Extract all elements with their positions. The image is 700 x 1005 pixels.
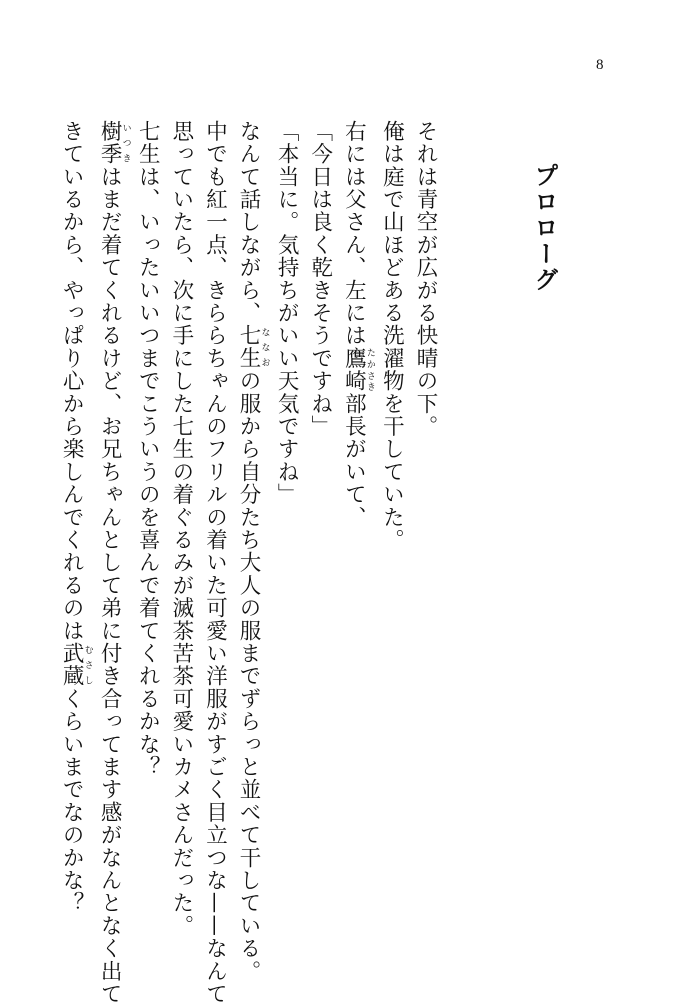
ruby-word: [341, 347, 375, 393]
text-segment: なんて話しながら、: [236, 120, 262, 325]
text-segment: 「今日は良く乾きそうですね」: [307, 120, 333, 438]
text-line: [375, 120, 409, 900]
text-line: [131, 120, 165, 900]
text-segment: 俺は庭で山ほどある洗濯物を干していた。: [379, 120, 405, 552]
ruby-base: 鷹崎: [341, 347, 367, 393]
ruby-base: 樹季: [97, 120, 123, 166]
ruby-word: [97, 120, 131, 166]
ruby-base: 武蔵: [59, 642, 85, 688]
chapter-title: プロローグ: [530, 163, 558, 293]
text-segment: 右には父さん、左には: [341, 120, 367, 347]
text-line: [408, 120, 442, 900]
furigana: むさし: [82, 642, 93, 688]
ruby-word: [59, 642, 93, 688]
text-line: [303, 120, 337, 900]
text-segment: くらいまでなのかな？: [59, 687, 85, 915]
text-line: [198, 120, 232, 1005]
text-line: [231, 120, 270, 983]
text-line: [164, 120, 198, 938]
text-segment: の服から自分たち大人の服までずらっと並べて干している。: [236, 369, 262, 983]
text-segment: それは青空が広がる快晴の下。: [413, 120, 438, 438]
text-line: [270, 120, 304, 900]
furigana: ななお: [259, 324, 270, 370]
furigana: たかさき: [364, 347, 375, 393]
text-line: [93, 120, 131, 1005]
furigana: いつき: [120, 120, 131, 166]
text-segment: 部長がいて、: [341, 392, 367, 529]
text-segment: 七生は、いったいいつまでこういうのを喜んで着てくれるかな？: [135, 120, 161, 779]
ruby-word: [236, 324, 270, 370]
text-segment: 中でも紅一点、きららちゃんのフリルの着いた可愛い洋服がすごく目立つな——なんて: [202, 120, 228, 1005]
text-segment: きているから、やっぱり心から楽しんでくれるのは: [59, 120, 85, 643]
text-segment: 「本当に。気持ちがいい天気ですね」: [274, 120, 300, 506]
page-number: 8: [596, 57, 604, 73]
text-segment: 思っていたら、次に手にした七生の着ぐるみが滅茶苦茶可愛いカメさんだった。: [168, 120, 194, 938]
text-segment: はまだ着てくれるけど、お兄ちゃんとして弟に付き合ってます感がなんとなく出て: [97, 165, 123, 1005]
body-text: [54, 120, 442, 1005]
text-line: [337, 120, 375, 900]
ruby-base: 七生: [236, 324, 262, 370]
text-line: [54, 120, 93, 915]
